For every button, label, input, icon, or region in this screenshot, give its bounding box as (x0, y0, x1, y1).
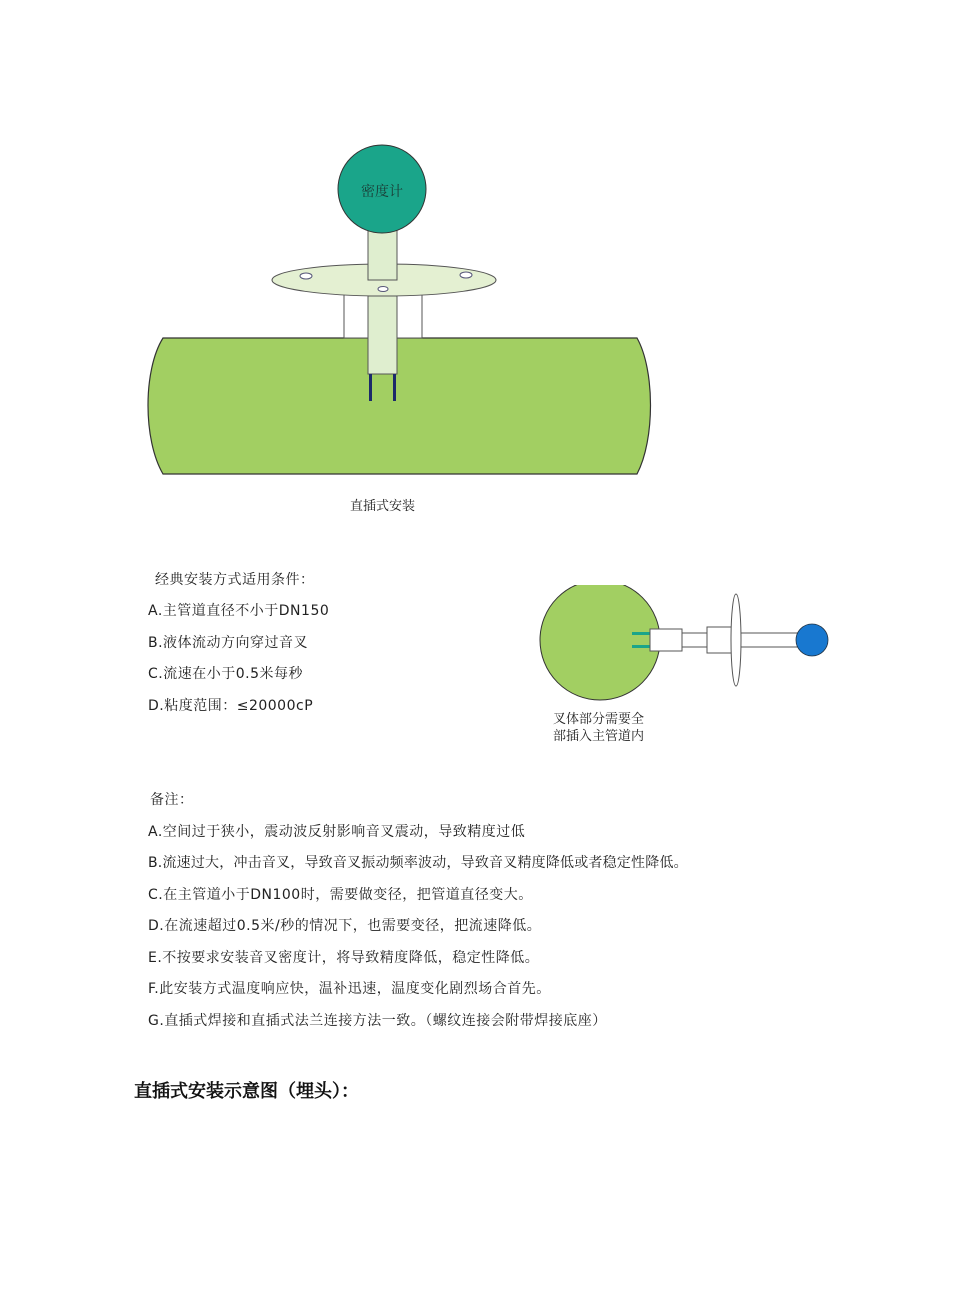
diagram1-caption: 直插式安装 (350, 499, 416, 514)
side-probe-stem (682, 633, 802, 647)
flange-bolt-hole-right (460, 272, 472, 278)
conditions-item-b: B.液体流动方向穿过音叉 (148, 635, 309, 651)
notes-item-f: F.此安装方式温度响应快，温补迅速，温度变化剧烈场合首先。 (148, 981, 551, 997)
side-fork-tine-top (632, 632, 652, 635)
flange-bolt-hole-center (378, 287, 388, 292)
flange-bolt-hole-left (300, 273, 312, 279)
direct-insertion-diagram (0, 0, 976, 560)
side-flange-disc (731, 594, 741, 686)
fork-tine-right (393, 374, 396, 401)
notes-item-d: D.在流速超过0.5米/秒的情况下，也需要变径，把流速降低。 (148, 918, 542, 934)
conditions-item-d: D.粘度范围：≤20000cP (148, 698, 314, 714)
side-neck (707, 627, 733, 653)
mounting-neck-right (396, 293, 422, 338)
conditions-item-c: C.流速在小于0.5米每秒 (148, 666, 303, 682)
notes-item-b: B.流速过大，冲击音叉，导致音叉振动频率波动，导致音叉精度降低或者稳定性降低。 (148, 855, 688, 871)
conditions-title: 经典安装方式适用条件： (155, 572, 315, 588)
section-heading: 直插式安装示意图（埋头）： (134, 1081, 359, 1102)
side-probe-body (650, 629, 682, 651)
side-meter-ball (796, 624, 828, 656)
conditions-item-a: A.主管道直径不小于DN150 (148, 603, 330, 619)
notes-item-a: A.空间过于狭小，震动波反射影响音叉震动，导致精度过低 (148, 824, 526, 840)
probe-stem-upper (368, 230, 397, 280)
pipe-cross-section (540, 585, 660, 700)
notes-item-g: G.直插式焊接和直插式法兰连接方法一致。（螺纹连接会附带焊接底座） (148, 1013, 607, 1029)
side-view-diagram (530, 585, 840, 705)
diagram2-caption-line-1: 叉体部分需要全 (553, 712, 645, 727)
diagram2-caption-line-2: 部插入主管道内 (553, 729, 645, 744)
notes-item-c: C.在主管道小于DN100时，需要做变径，把管道直径变大。 (148, 887, 533, 903)
side-fork-tine-bottom (632, 645, 652, 648)
main-pipe (148, 338, 651, 474)
notes-item-e: E.不按要求安装音叉密度计，将导致精度降低，稳定性降低。 (148, 950, 540, 966)
mounting-neck-left (344, 293, 370, 338)
notes-title: 备注： (150, 792, 194, 808)
density-meter-label: 密度计 (361, 184, 403, 200)
fork-tine-left (369, 374, 372, 401)
probe-stem-lower (368, 296, 397, 374)
